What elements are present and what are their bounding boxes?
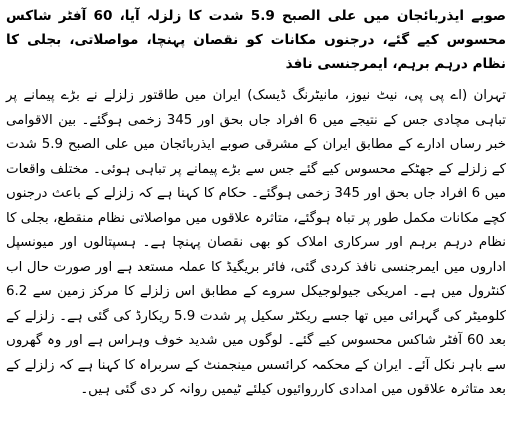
article-body: تہران (اے پی پی، نیٹ نیوز، مانیٹرنگ ڈیسک) ایران میں طاقتور زلزلے نے بڑے پیمانے پر تباہی مچادی جس کے نتیجے میں 6 افراد جاں بحق اور 345 زخمی ہوگئے۔ بین الاقوامی خبر رساں ادارے کے مطابق ایران کے مشرقی صوبے ایذربائجان میں علی الصبح 5.9 شدت کے زلزلے کے جھٹکے محسوس کیے گئے جس سے بڑے پیمانے پر تباہی ہوئی۔ مختلف واقعات میں 6 افراد جاں بحق اور 345 زخمی ہوگئے۔ حکام کا کہنا ہے کہ زلزلے کے باعث درجنوں کچے مکانات مکمل طور پر تباہ ہوگئے، متاثرہ علاقوں میں مواصلاتی نظام منقطع، بجلی کا نظام درہم برہم اور سرکاری املاک کو بھی نقصان پہنچا ہے۔ ہسپتالوں اور میونسپل اداروں میں ایمرجنسی نافذ کردی گئی، فائر بریگیڈ کا عملہ مستعد ہے اور صورت حال اب کنٹرول میں ہے۔ امریکی جیولوجیکل سروے کے مطابق اس زلزلے کا مرکز زمین سے 6.2 کلومیٹر کی گہرائی میں تھا جسے ریکٹر سکیل پر شدت 5.9 ریکارڈ کی گئی ہے۔ زلزلے کے بعد 60 آفٹر شاکس محسوس کیے گئے۔ لوگوں میں شدید خوف وہراس ہے اور وہ گھروں سے باہر نکل آئے۔ ایران کے محکمہ کرائسس مینجمنٹ کے سربراہ کا کہنا ہے کہ زلزلے کے بعد متاثرہ علاقوں میں امدادی کارروائیوں کیلئے ٹیمیں روانہ کر دی گئی ہیں۔	[6, 88, 506, 397]
article-headline: صوبے ایذربائجان میں علی الصبح 5.9 شدت کا زلزلہ آیا، 60 آفٹر شاکس محسوس کیے گئے، درجنوں مکانات کو نقصان پہنچا، مواصلاتی، بجلی کا نظام درہم برہم، ایمرجنسی نافذ	[6, 8, 507, 72]
